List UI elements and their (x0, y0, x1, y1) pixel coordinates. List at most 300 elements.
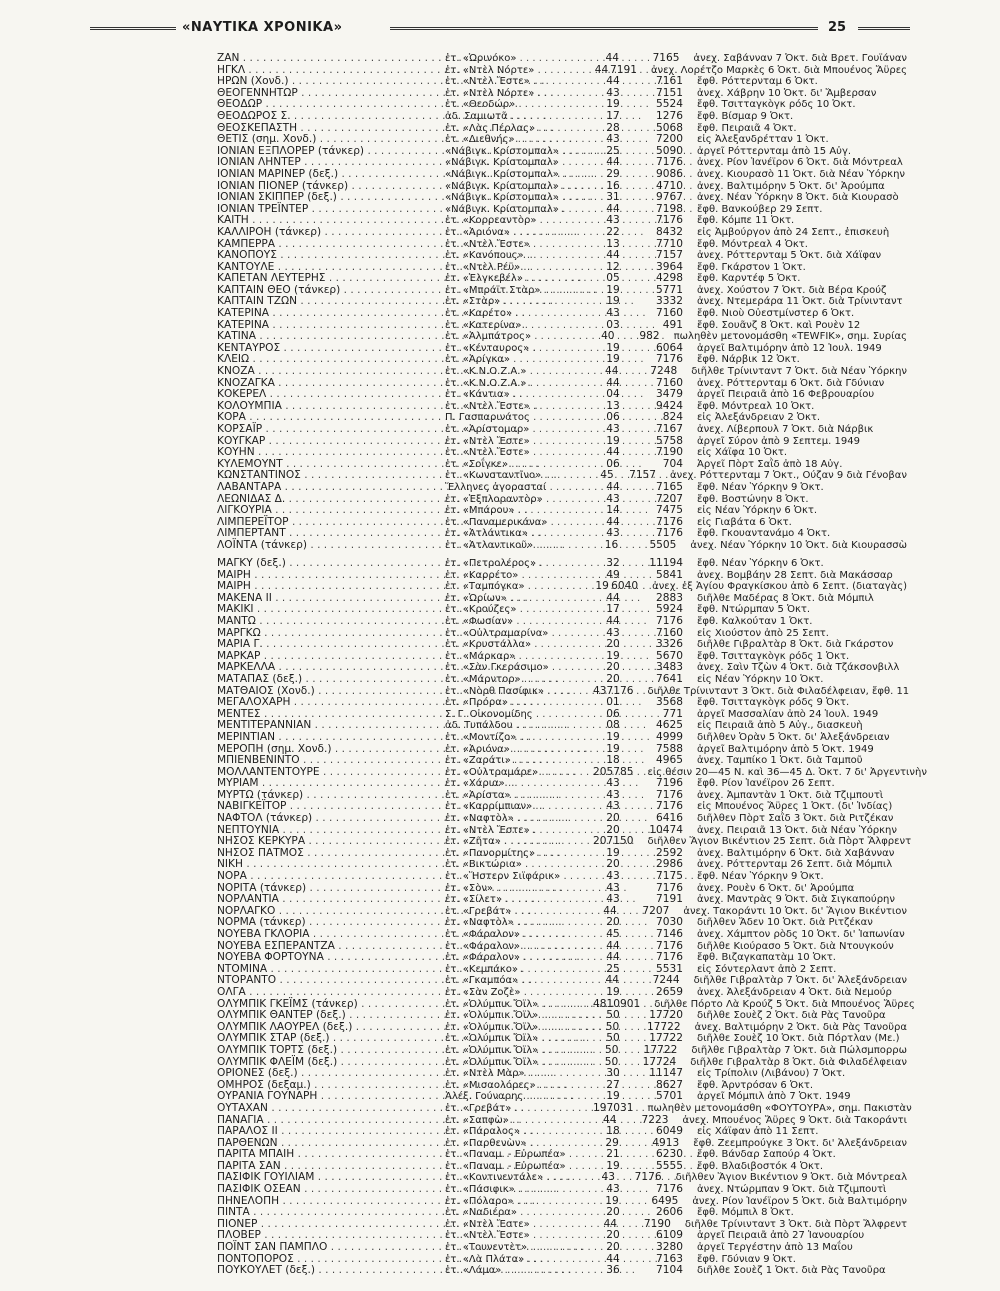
ship-code: 27 (606, 1078, 620, 1091)
ship-code: 20 (593, 835, 607, 848)
ship-code: 19 (606, 98, 620, 111)
ship-status: ἔφθ. Τσιτταγκὸγκ ρόδς 1 Ὀκτ. (697, 650, 850, 662)
ship-code: 44 (594, 63, 609, 76)
ship-name: ΟΛΥΜΠΙΚ ΛΑΟΥΡΕΛ (δεξ.) . . . (217, 1022, 445, 1034)
ship-name: ΚΑΜΠΕΡΡΑ . . . (217, 239, 445, 251)
ship-name: ΚΑΠΤΑΙΝ ΤΖΩΝ . . . (217, 296, 445, 308)
ship-name: ΟΥΤΑΧΑΝ . . . (217, 1103, 445, 1115)
ship-code: 50 (606, 1009, 620, 1022)
ship-tonnage: 7167 (656, 423, 683, 435)
ship-row (217, 987, 907, 999)
ship-name: ΚΟΚΕΡΕΛ . . . (217, 389, 445, 401)
ship-code: 19 (606, 1090, 620, 1103)
ship-tonnage: 7176 (656, 881, 683, 894)
ship-name: ΚΑΙΤΗ . . . (217, 215, 445, 227)
ship-owner: ἑτ. «Ὠρινόκο» . . . (445, 53, 593, 65)
ship-code: 50 (604, 1055, 619, 1068)
ship-tonnage: 6109 (656, 1229, 683, 1242)
ship-status: ἀνεχ. Βαλτιμόρην 5 Ὀκτ. δι' Ἀρούμπα (697, 180, 885, 192)
ship-code: 29 (606, 167, 620, 180)
ship-row (217, 732, 907, 744)
ship-tonnage: 6064 (656, 341, 683, 354)
ship-name: ΝΗΣΟΣ ΚΕΡΚΥΡΑ . . . (217, 836, 445, 848)
ship-status: ἀνεχ. Βαλτιμόρην 6 Ὀκτ. διὰ Χαβάνναν (697, 847, 895, 859)
ship-tonnage: 7176 (656, 951, 683, 964)
ship-owner: ἑτ. «Ντὲλ Ρέϋ» . . . (445, 262, 593, 274)
ship-tonnage: 7248 (650, 365, 678, 378)
ship-name: ΠΑΝΑΓΙΑ . . . (217, 1115, 445, 1127)
ship-tonnage: 7223 (641, 1113, 669, 1126)
ship-tonnage: 4999 (656, 730, 683, 743)
ship-tonnage: 8432 (656, 225, 683, 238)
ship-code: 13 (606, 399, 620, 412)
ship-owner: ἑτ. «Ντὲλ Μὰρ» . . . (445, 1068, 593, 1080)
ship-code: 19 (595, 580, 609, 593)
ship-code: 43 (606, 626, 620, 639)
ship-status: ἀνεχ. Χάβρην 10 Ὀκτ. δι' Ἄμβερσαν (697, 87, 877, 99)
ship-tonnage: 3326 (656, 638, 683, 651)
ship-tonnage: 824 (662, 411, 683, 424)
ship-code: 43 (606, 1183, 620, 1196)
ship-name: ΖΑΝ . . . (217, 53, 445, 65)
ship-code: 43 (606, 870, 620, 883)
ship-code: 44 (604, 365, 619, 378)
ship-tonnage: 7176 (656, 939, 683, 952)
ship-code: 16 (604, 538, 619, 551)
ship-owner: ἑτ. «Κωνσταντῖνο» . . . (445, 470, 593, 482)
ship-code: 43 (593, 684, 607, 697)
ship-status: ἀνεχ. Ρόττερνταμ 7 Ὀκτ., Ούζαν 9 διὰ Γένοβαν (670, 470, 907, 482)
ship-status: ἔφθ. Βιζαγκαπατὰμ 10 Ὀκτ. (697, 952, 836, 964)
ship-tonnage: 5505 (649, 538, 677, 551)
ship-tonnage: 8627 (656, 1078, 683, 1091)
ship-code: 44 (605, 52, 619, 64)
ship-name: ΚΩΝΣΤΑΝΤΙΝΟΣ . . . (217, 470, 445, 482)
ship-tonnage: 9086 (656, 167, 683, 180)
ship-tonnage: 2659 (656, 985, 683, 998)
ship-owner: ἑτ. «Φωσίαν» . . . (445, 616, 593, 628)
ship-status: ἔφθ. Ρόττερνταμ 6 Ὀκτ. (697, 76, 818, 88)
ship-tonnage: 7157 (656, 249, 683, 262)
ship-tonnage: 17722 (649, 1032, 683, 1045)
page-number: 25 (828, 20, 847, 35)
ship-status: ἀνεχ. Λορέτζο Μαρκὲς 6 Ὀκτ. διὰ Μπουένος Ἄϋρες (650, 64, 907, 76)
ship-status: ἀργεῖ Ρόττερνταμ ἀπὸ 15 Αὐγ. (697, 145, 852, 157)
ship-status: ἀργεῖ Μασσαλίαν ἀπὸ 24 Ἰουλ. 1949 (697, 708, 879, 720)
ship-name: ΜΕΝΤΙΤΕΡΑΝΝΙΑΝ . . . (217, 720, 445, 732)
ship-tonnage: 5090 (656, 144, 683, 157)
ship-tonnage: 5068 (656, 121, 683, 134)
ship-name: ΜΑΚΙΚΙ . . . (217, 604, 445, 616)
ship-status: ἀνεχ. Ρόττερνταμ 26 Σεπτ. διὰ Μόμπιλ (697, 859, 893, 871)
ship-tonnage: 7176 (656, 214, 683, 227)
ship-status: εἰς Μπουένος Ἄϋρες 1 Ὀκτ. (δι' Ἰνδίας) (697, 801, 893, 813)
ship-owner: ἑτ. «Μοντίζο» . . . (445, 732, 593, 744)
ship-list-section-1 (217, 53, 907, 552)
ship-owner: ἑτ. «Κοντινεντάλε» . . . (445, 1172, 593, 1184)
ship-name: ΝΟΡΙΤΑ (τάνκερ) . . . (217, 883, 445, 895)
ship-name: ΟΥΡΑΝΙΑ ΓΟΥΝΑΡΗ . . . (217, 1091, 445, 1103)
ship-owner: ἑτ. «Λάμα» . . . (445, 1265, 593, 1277)
ship-status: Ἀργεῖ Πὸρτ Σαῒδ ἀπὸ 18 Αὐγ. (697, 458, 843, 470)
ship-tonnage: 6230 (656, 1148, 683, 1161)
ship-status: διῆλθε Πόρτο Λὰ Κρούζ 5 Ὀκτ. διὰ Μπουένος Ἄϋρες (654, 998, 915, 1010)
ship-name: ΚΕΝΤΑΥΡΟΣ . . . (217, 343, 445, 355)
ship-name: ΘΕΟΔΩΡΟΣ Σ. . . . (217, 111, 445, 123)
ship-owner: ἑτ. «Ταμπόγκα» . . . (445, 581, 593, 593)
ship-owner: ἑτ. «Γρεβάτ» . . . (445, 906, 593, 918)
ship-tonnage: 4913 (652, 1136, 680, 1149)
ship-tonnage: 771 (662, 707, 683, 720)
ship-tonnage: 7165 (656, 480, 683, 493)
ship-owner: ἑτ. «Φάραλον» . . . (445, 941, 593, 953)
ship-name: ΠΑΡΙΤΑ ΣΑΝ . . . (217, 1161, 445, 1173)
ship-name: ΝΟΡΑ . . . (217, 871, 445, 883)
ship-code: 20 (606, 1229, 620, 1242)
ship-tonnage: 7160 (656, 626, 683, 639)
ship-owner: ἑτ. «Ὀλύμπικ Ὄϊλ» . . . (445, 999, 593, 1011)
ship-name: ΛΟΪΝΤΑ (τάνκερ) . . . (217, 540, 445, 552)
ship-name: ΠΑΣΙΦΙΚ ΟΣΕΑΝ . . . (217, 1184, 445, 1196)
ship-row (217, 1126, 907, 1138)
ship-row (217, 169, 907, 181)
ship-tonnage: 17722 (646, 1020, 681, 1033)
ship-owner: ἑτ. «Ἀρίστα» . . . (445, 790, 593, 802)
ship-status: ἀνεχ. ἐξ Ἁγίου Φραγκίσκου ἀπὸ 6 Σεπτ. (διαταγὰς) (652, 581, 907, 593)
ship-code: 19 (606, 1159, 620, 1172)
ship-tonnage: 491 (662, 318, 683, 331)
ship-owner: ἑτ. «Κ.Ν.Ο.Ζ.Α.» . . . (445, 366, 593, 378)
ship-status: διῆλθεν Ἅγιον Βικέντιον 25 Σεπτ. διὰ Πὸρτ Ἄλφρεντ (647, 836, 912, 848)
ship-name: ΛΙΜΠΕΡΕΪΤΟΡ . . . (217, 517, 445, 529)
ship-name: ΜΥΡΤΩ (τάνκερ) . . . (217, 790, 445, 802)
ship-code: 19 (606, 434, 620, 447)
ship-owner: ἑτ. «Ντὲλ Ἔστε» . . . (445, 1230, 593, 1242)
ship-tonnage: 5758 (656, 434, 683, 447)
ship-name: ΚΑΤΕΡΙΝΑ . . . (217, 308, 445, 320)
ship-name: ΘΕΟΓΕΝΝΗΤΩΡ . . . (217, 88, 445, 100)
ship-tonnage: 7176 (656, 1183, 683, 1196)
ship-code: 25 (606, 962, 620, 975)
ship-owner: ἑτ. «Μπάρου» . . . (445, 505, 593, 517)
ship-owner: ἑτ. «Μπράϊτ Στὰρ» . . . (445, 285, 593, 297)
ship-code: 43 (606, 800, 620, 813)
ship-tonnage: 704 (662, 457, 683, 470)
ship-name: ΝΙΚΗ . . . (217, 859, 445, 871)
ship-code: 44 (606, 480, 620, 493)
ship-code: 44 (606, 939, 620, 952)
ship-tonnage: 7176 (656, 614, 683, 627)
ship-tonnage: 7588 (656, 742, 683, 755)
ship-status: διῆλθε Μαδέρας 8 Ὀκτ. διὰ Μόμπιλ (697, 592, 874, 604)
ship-name: ΚΛΕΙΩ . . . (217, 354, 445, 366)
ship-code: 43 (606, 492, 620, 505)
ship-status: ἔφθ. Ζεεμπρούγκε 3 Ὀκτ. δι' Ἀλεξάνδρειαν (693, 1137, 907, 1149)
ship-code: 45 (600, 469, 614, 482)
ship-tonnage: 7176 (634, 1171, 662, 1184)
ship-status: ἀνεχ. Σαὶν Τζὼν 4 Ὀκτ. διὰ Τζάκσονβιλλ (697, 662, 900, 674)
ship-tonnage: 7176 (656, 156, 683, 169)
ship-status: ἔφθ. Βανκούβερ 29 Σεπτ. (697, 203, 823, 215)
ship-owner: ἑτ. «Στὰρ» . . . (445, 296, 593, 308)
ship-tonnage: 3479 (656, 388, 683, 401)
ship-tonnage: 17724 (642, 1055, 677, 1068)
ship-owner: ἑτ. «Ζῆτα» . . . (445, 836, 593, 848)
ship-status: διῆλθε Κιούρασο 5 Ὀκτ. διὰ Ντουγκούν (697, 940, 894, 952)
ship-status: διῆλθε Γιβραλτὰρ 8 Ὀκτ. διὰ Γκάρστον (697, 639, 894, 651)
ship-row (217, 192, 907, 204)
ship-status: ἔφθ. Τσιτταγκὸγκ ρόδς 10 Ὀκτ. (697, 99, 856, 111)
ship-code: 44 (603, 1217, 618, 1230)
ship-owner: ἑτ. «Πανορμίτης» . . . (445, 848, 593, 860)
ship-status: διῆλθεν Ἅγιον Βικέντιον 9 Ὀκτ. διὰ Μόντρεαλ (675, 1172, 907, 1184)
ship-tonnage: 10901 (606, 997, 641, 1010)
ship-name: ΙΟΝΙΑΝ ΤΡΕΪΝΤΕΡ . . . (217, 204, 445, 216)
ship-owner: ἑτ. «Ὀλύμπικ Ὄϊλ» . . . (445, 1010, 593, 1022)
ship-name: ΚΑΝΟΠΟΥΣ . . . (217, 250, 445, 262)
ship-code: 44 (606, 376, 620, 389)
ship-name: ΜΑΤΑΠΑΣ (δεξ.) . . . (217, 674, 445, 686)
ship-tonnage: 5670 (656, 649, 683, 662)
ship-tonnage: 5531 (656, 962, 683, 975)
ship-code: 20 (606, 1206, 620, 1219)
ship-status: ἀνεχ. Ἀλεξάνδρειαν 4 Ὀκτ. διὰ Νεμούρ (697, 986, 892, 998)
ship-owner: ἑτ. «Ἐξπλοραντὸρ» . . . (445, 494, 593, 506)
ship-owner: ἑτ. «Ὀλύμπικ Ὄϊλ» . . . (445, 1057, 593, 1069)
ship-code: 14 (606, 504, 620, 517)
ship-owner: ἑτ. «Κεμπάκο» . . . (445, 964, 593, 976)
ship-tonnage: 11147 (649, 1067, 683, 1080)
ship-status: ἀνεχ. Μαντρὰς 9 Ὀκτ. διὰ Σιγκαπούρην (697, 894, 895, 906)
ship-owner: «Νάβιγκ. Κρίστομπαλ» . . . (445, 204, 593, 216)
ship-owner: ἑτ. «Ναφτὸλ» . . . (445, 813, 593, 825)
ship-tonnage: 7191 (656, 893, 683, 906)
ship-name: ΛΑΒΑΝΤΑΡΑ . . . (217, 482, 445, 494)
ship-code: 29 (605, 1136, 619, 1149)
ship-code: 43 (606, 788, 620, 801)
ship-owner: ἑτ. «Ντὲλ Ἔστε» . . . (445, 825, 593, 837)
ship-owner: ἑτ. «Ντὲλ Νόρτε» . . . (445, 88, 593, 100)
ship-name: ΜΑΚΕΝΑ ΙΙ . . . (217, 593, 445, 605)
ship-code: 44 (606, 249, 620, 262)
ship-name: ΜΕΝΤΕΣ . . . (217, 709, 445, 721)
ship-name: ΜΑΙΡΗ . . . (217, 581, 445, 593)
ship-name: ΜΑΡΙΑ Γ. . . . (217, 639, 445, 651)
ship-status: ἔφθ. Γκουαντανάμο 4 Ὀκτ. (697, 528, 831, 540)
ship-status: ἔφθ. Βάνδαρ Σαπούρ 4 Ὀκτ. (697, 1149, 836, 1161)
ship-status: ἀνεχ. Ἀμπαντὰν 1 Ὀκτ. διὰ Τζιμπουτὶ (697, 789, 884, 801)
ship-code: 06 (606, 411, 620, 424)
ship-owner: Ἕλληνες ἀγορασταί . . . (445, 482, 593, 494)
ship-status: ἀνεχ. Ρόττερνταμ 6 Ὀκτ. διὰ Γδύνιαν (697, 377, 885, 389)
ship-code: 44 (606, 591, 620, 604)
ship-tonnage: 7710 (656, 237, 683, 250)
ship-code: 36 (606, 1264, 620, 1277)
ship-tonnage: 5555 (656, 1159, 683, 1172)
ship-status: εἰς Τρίπολιν (Λιβάνου) 7 Ὀκτ. (697, 1068, 846, 1080)
ship-owner: ἑτ. «Μάρκαρ» . . . (445, 651, 593, 663)
ship-owner: «Νάβιγκ. Κρίστομπαλ» . . . (445, 181, 593, 193)
ship-code: 01 (606, 696, 620, 709)
ship-tonnage: 7198 (656, 202, 683, 215)
ship-owner: ἀδ. Σαμιωτᾶ . . . (445, 111, 593, 123)
ship-code: 21 (606, 1148, 620, 1161)
ship-owner: ἑτ. «Σὸν» . . . (445, 883, 593, 895)
ship-code: 43 (606, 307, 620, 320)
ship-tonnage: 7641 (656, 672, 683, 685)
ship-tonnage: 17720 (649, 1009, 683, 1022)
ship-owner: ἑτ. «Σὰν Γκεράσιμο» . . . (445, 662, 593, 674)
ship-name: ΟΛΥΜΠΙΚ ΘΑΝΤΕΡ (δεξ.) . . . (217, 1010, 445, 1022)
ship-tonnage: 7200 (656, 133, 683, 146)
ship-owner: ἑτ. «Σαπφὼ» . . . (445, 1115, 593, 1127)
ship-name: ΘΕΤΙΣ (σημ. Χονδ.) . . . (217, 134, 445, 146)
ship-row (217, 250, 907, 262)
ship-owner: ἑτ. «Ἥστερν Σιϊφάρικ» . . . (445, 871, 593, 883)
ship-name: ΝΟΥΕΒΑ ΦΟΡΤΟΥΝΑ . . . (217, 952, 445, 964)
ship-tonnage: 4298 (656, 272, 683, 285)
ship-name: ΚΟΥΓΚΑΡ . . . (217, 436, 445, 448)
ship-name: ΚΑΝΤΟΥΛΕ . . . (217, 262, 445, 274)
ship-owner: ἑτ. «Πετρολέρος» . . . (445, 558, 593, 570)
ship-code: 20 (606, 672, 620, 685)
ship-status: ἀργεῖ Σύρον ἀπὸ 9 Σεπτεμ. 1949 (697, 435, 860, 447)
ship-code: 19 (606, 283, 620, 296)
ship-owner: ἑτ. «Σοΐγκε» . . . (445, 459, 593, 471)
ship-status: ἔφθ. Καλκούταν 1 Ὀκτ. (697, 615, 813, 627)
ship-owner: ἑτ. «Ὠρίων» . . . (445, 593, 593, 605)
ship-tonnage: 7157 (629, 469, 657, 482)
ship-code: 43 (606, 893, 620, 906)
ship-status: ἀνεχ. Νέαν Ὑόρκην 10 Ὀκτ. διὰ Κιουρασσὼ (690, 539, 907, 551)
ship-tonnage: 3280 (656, 1241, 683, 1254)
ship-tonnage: 2606 (656, 1206, 683, 1219)
ship-name: ΜΟΛΛΑΝΤΕΝΤΟΥΡΕ . . . (217, 767, 445, 779)
ship-status: ἀνεχ. Νέαν Ὑόρκην 8 Ὀκτ. διὰ Κιουρασὸ (697, 192, 899, 204)
ship-code: 05 (606, 272, 620, 285)
ship-name: ΠΗΝΕΛΟΠΗ . . . (217, 1196, 445, 1208)
ship-tonnage: 7175 (656, 870, 683, 883)
ship-tonnage: 7161 (656, 75, 683, 88)
ship-name: ΝΟΥΕΒΑ ΓΚΛΟΡΙΑ . . . (217, 929, 445, 941)
ship-owner: ἑτ. «Ναδιέρα» . . . (445, 1207, 593, 1219)
ship-name: ΗΓΚΛ . . . (217, 65, 445, 77)
ship-row (217, 1184, 907, 1196)
ship-tonnage: 7160 (656, 307, 683, 320)
ship-status: εἰς Γιαβάτα 6 Ὀκτ. (697, 516, 792, 528)
ship-code: 44 (603, 904, 617, 917)
ship-code: 19 (606, 846, 620, 859)
ship-code: 44 (606, 1252, 620, 1265)
ship-status: ἀνεχ. Ντεμεράρα 11 Ὀκτ. διὰ Τρίνινταντ (697, 296, 903, 308)
ship-row (217, 1045, 907, 1057)
ship-row (217, 871, 907, 883)
ship-owner: ἑτ. «Ντὲλ Ἔστε» . . . (445, 447, 593, 459)
ship-status: ἀνεχ. Χάμπτον ρὸδς 10 Ὀκτ. δι' Ἰαπωνίαν (697, 929, 905, 940)
ship-code: 17 (606, 603, 620, 616)
ship-code: 18 (606, 1125, 620, 1138)
ship-status: ἀνεχ. Σαβάνναν 7 Ὀκτ. διὰ Βρετ. Γουϊάναν (693, 53, 907, 64)
ship-status: ἀργεῖ Τεργέστην ἀπὸ 13 Μαΐου (697, 1242, 853, 1254)
ship-name: ΚΑΠΕΤΑΝ ΛΕΥΤΕΡΗΣ . . . (217, 273, 445, 285)
ship-name: ΜΠΙΕΝΒΕΝΙΝΤΟ . . . (217, 755, 445, 767)
ship-owner: ἑτ. «Ντὲλ Ἔστε» . . . (445, 1219, 593, 1231)
ship-row (217, 366, 907, 378)
ship-name: ΛΙΜΠΕΡΤΑΝΤ . . . (217, 528, 445, 540)
ship-code: 44 (606, 614, 620, 627)
ship-tonnage: 7244 (652, 974, 680, 987)
ship-code: 20 (606, 858, 620, 871)
ship-row (217, 424, 907, 436)
ship-status: ἀργεῖ Πειραιᾶ ἀπὸ 27 Ἰανουαρίου (697, 1230, 865, 1242)
ship-name: ΝΟΡΛΑΝΤΙΑ . . . (217, 894, 445, 906)
ship-status: ἔφθ. Μόντρεαλ 4 Ὀκτ. (697, 238, 808, 250)
ship-code: 19 (606, 341, 620, 354)
ship-status: ἔφθ. Ρίον Ἰανέϊρον 26 Σεπτ. (697, 778, 835, 790)
ship-name: ΟΜΗΡΟΣ (δεξαμ.) . . . (217, 1080, 445, 1092)
ship-status: ἔφθ. Νέαν Ὑόρκην 9 Ὀκτ. (697, 871, 824, 883)
header-rule-right (858, 27, 910, 30)
ship-name: ΜΕΡΟΠΗ (σημ. Χονδ.) . . . (217, 744, 445, 756)
ship-owner: ἑτ. «Παναμ. - Εὐρωπέα» . . . (445, 1161, 593, 1173)
ship-name: ΚΝΟΖΑ . . . (217, 366, 445, 378)
ship-status: ἀργεῖ Μόμπιλ ἀπὸ 7 Ὀκτ. 1949 (697, 1091, 851, 1103)
ship-tonnage: 7196 (656, 777, 683, 790)
ship-tonnage: 982 (639, 330, 660, 343)
ship-status: διῆλθε Τρίνινταντ 3 Ὀκτ. διὰ Πὸρτ Ἄλφρεντ (684, 1218, 907, 1230)
ship-row (217, 53, 907, 65)
ship-owner: ἑτ. «Γκαμπόα» . . . (445, 975, 593, 987)
ship-owner: ἑτ. «Κάντια» . . . (445, 389, 593, 401)
ship-status: ἀνεχ. Ταμπίκο 1 Ὀκτ. διὰ Ταμποῦ (697, 755, 863, 767)
ship-owner: «Νάβιγκ. Κρίστομπαλ» . . . (445, 169, 593, 181)
ship-status: ἔφθ. Σουᾶνζ 8 Ὀκτ. καὶ Ρουὲν 12 (697, 319, 861, 331)
ship-name: ΠΑΣΙΦΙΚ ΓΟΥΙΛΙΑΜ . . . (217, 1172, 445, 1184)
ship-code: 06 (606, 457, 620, 470)
ship-tonnage: 2883 (656, 591, 683, 604)
ship-name: ΟΛΥΜΠΙΚ ΤΟΡΤΣ (δεξ.) . . . (217, 1045, 445, 1057)
ship-owner: «Νάβιγκ. Κρίστομπαλ» . . . (445, 157, 593, 169)
ship-owner: ἑτ. «Ἀριόνα» . . . (445, 227, 593, 239)
ship-owner: ἑτ. «Οὐλτραμαρίνα» . . . (445, 628, 593, 640)
ship-tonnage: 3332 (656, 295, 683, 308)
ship-status: πωληθὲν μετονομάσθη «TEWFIK», σημ. Συρίας (673, 331, 907, 343)
ship-tonnage: 7031 (606, 1101, 634, 1114)
ship-tonnage: 6495 (651, 1194, 679, 1207)
ship-code: 19 (605, 1194, 619, 1207)
ship-code: 43 (606, 133, 620, 146)
ship-name: ΜΑΝΤΩ . . . (217, 616, 445, 628)
ship-name: ΟΡΙΟΝΕΣ (δεξ.) . . . (217, 1068, 445, 1080)
ship-tonnage: 5701 (656, 1090, 683, 1103)
ship-tonnage: 11194 (649, 557, 683, 569)
ship-owner: ἑτ. «Ὀλύμπικ Ὄϊλ» . . . (445, 1022, 593, 1034)
ship-tonnage: 7176 (656, 353, 683, 366)
ship-owner: ἀδ. Τυπάλδου . . . (445, 720, 593, 732)
ship-name: ΙΟΝΙΑΝ ΛΗΝΤΕΡ . . . (217, 157, 445, 169)
ship-code: 45 (606, 928, 620, 940)
ship-name: ΚΝΟΖΑΓΚΑ . . . (217, 378, 445, 390)
ship-code: 19 (606, 649, 620, 662)
ship-owner: ἑτ. «Φάραλον» . . . (445, 952, 593, 964)
ship-row (217, 111, 907, 123)
ship-tonnage: 7207 (656, 492, 683, 505)
ship-status: ἀνεχ. Μπουένος Ἄϋρες 9 Ὀκτ. διὰ Τακοράντι (682, 1114, 907, 1126)
ship-name: ΜΑΡΚΕΛΛΑ . . . (217, 662, 445, 674)
ship-tonnage: 4625 (656, 719, 683, 732)
ship-name: ΟΛΥΜΠΙΚ ΣΤΑΡ (δεξ.) . . . (217, 1033, 445, 1045)
ship-owner: Ἀλέξ. Γούναρης . . . (445, 1091, 593, 1103)
